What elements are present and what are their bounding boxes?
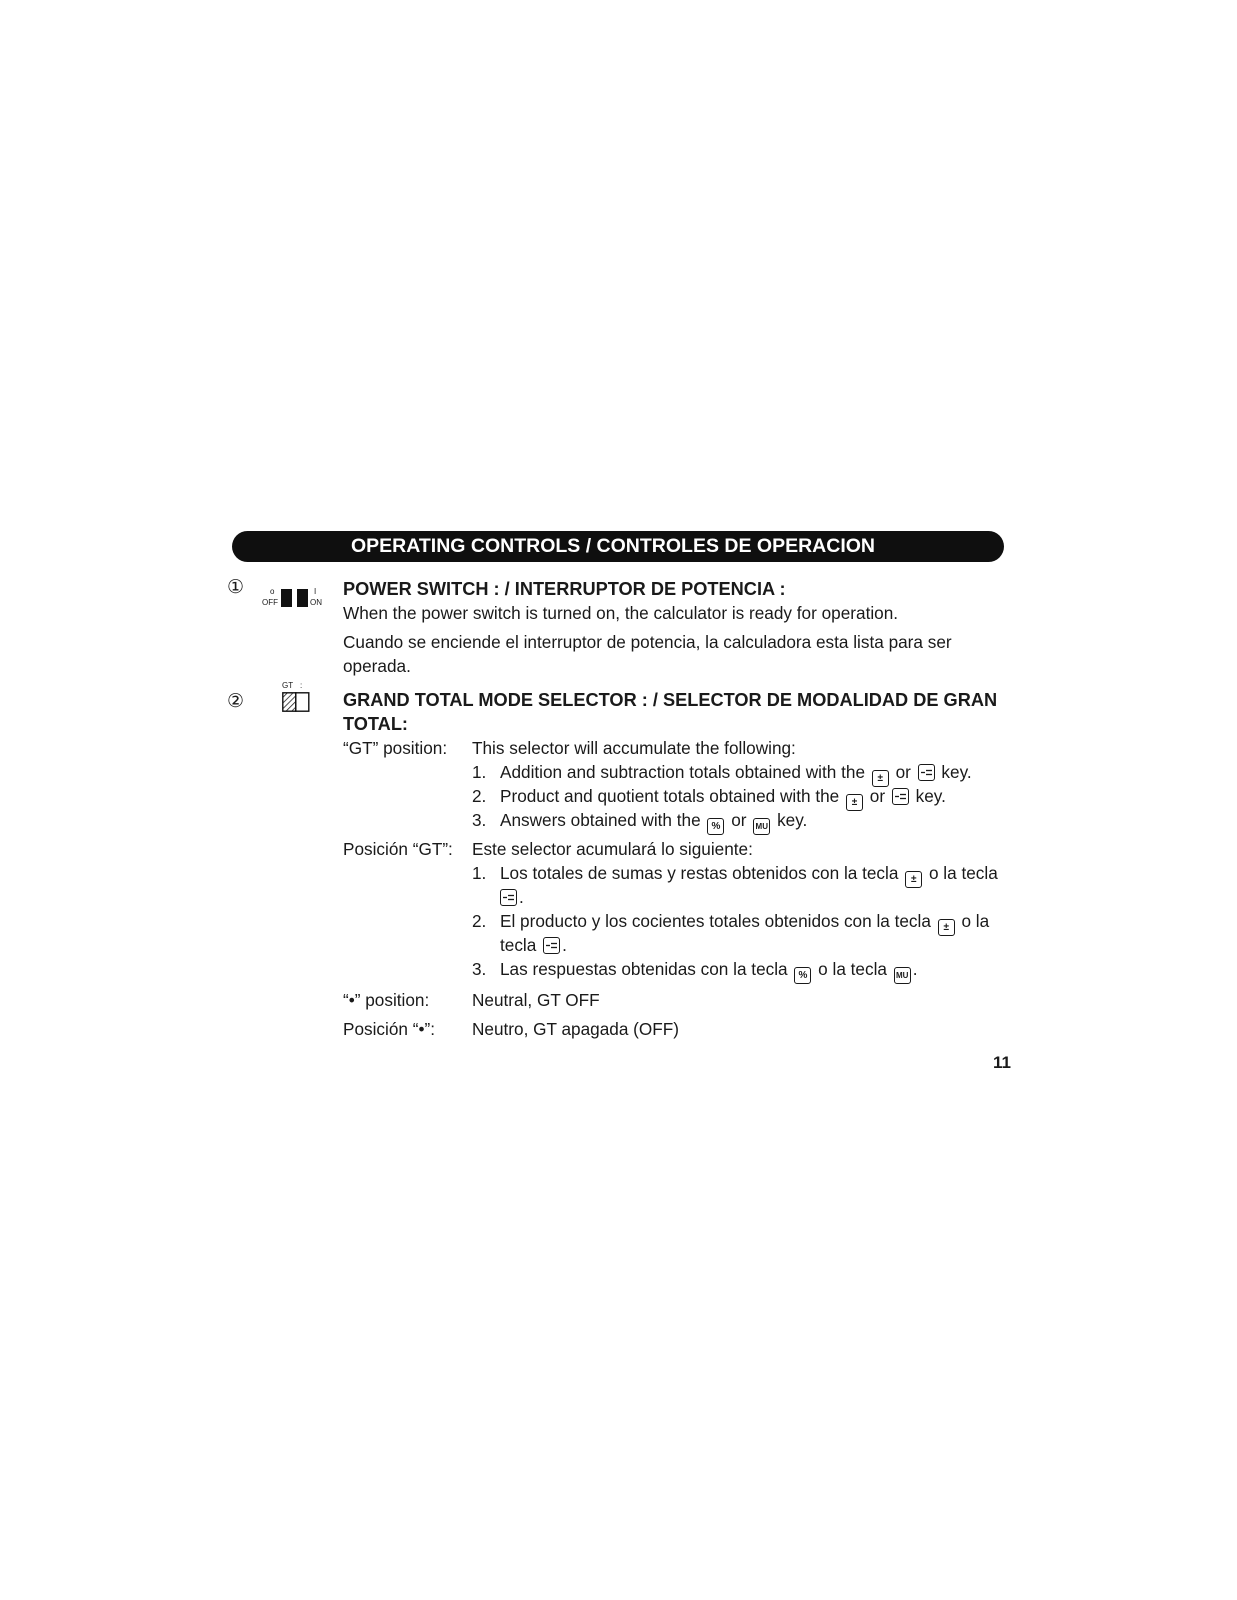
plus-minus-key-icon: ± xyxy=(905,871,922,888)
equals-minus-key-icon xyxy=(892,788,909,805)
mu-key-icon: MU xyxy=(894,967,911,984)
equals-minus-key-icon xyxy=(918,764,935,781)
list-item: El producto y los cocientes totales obtenidos con la tecla ± o la xyxy=(500,909,989,936)
power-switch-text-es: Cuando se enciende el interruptor de potencia, la calculadora esta lista para ser xyxy=(343,632,952,652)
list-item: Los totales de sumas y restas obtenidos con la tecla ± o la tecla xyxy=(500,861,998,888)
list-item-cont: . xyxy=(500,885,524,909)
list-item: Las respuestas obtenidas con la tecla % o la tecla MU . xyxy=(500,957,918,984)
mu-key-icon: MU xyxy=(753,818,770,835)
dot-position-value-en: Neutral, GT OFF xyxy=(472,990,600,1010)
gt-position-intro-en: This selector will accumulate the following: xyxy=(472,738,796,758)
item-marker-2: ② xyxy=(227,691,245,712)
dot-position-value-es: Neutro, GT apagada (OFF) xyxy=(472,1019,679,1039)
item-marker-1: ① xyxy=(227,577,245,598)
dot-position-label-en: “•” position: xyxy=(343,990,430,1010)
plus-minus-key-icon: ± xyxy=(938,919,955,936)
power-switch-icon: o OFF I ON xyxy=(262,587,322,607)
equals-minus-key-icon xyxy=(500,889,517,906)
gt-position-label-es: Posición “GT”: xyxy=(343,839,453,859)
list-item-num: 2. xyxy=(472,911,487,931)
power-switch-heading: POWER SWITCH : / INTERRUPTOR DE POTENCIA : xyxy=(343,579,786,599)
page-number: 11 xyxy=(993,1053,1011,1072)
percent-key-icon: % xyxy=(707,818,724,835)
plus-minus-key-icon: ± xyxy=(846,794,863,811)
list-item-num: 2. xyxy=(472,786,487,806)
percent-key-icon: % xyxy=(794,967,811,984)
gt-position-label-en: “GT” position: xyxy=(343,738,448,758)
dot-position-label-es: Posición “•”: xyxy=(343,1019,435,1039)
list-item-cont: tecla . xyxy=(500,935,567,955)
gt-heading-cont: TOTAL: xyxy=(343,714,408,734)
power-switch-text-es-cont: operada. xyxy=(343,656,411,676)
plus-minus-key-icon: ± xyxy=(872,770,889,787)
list-item: Product and quotient totals obtained with the ± or key. xyxy=(500,784,946,811)
equals-minus-key-icon xyxy=(543,937,560,954)
power-switch-text-en: When the power switch is turned on, the calculator is ready for operation. xyxy=(343,603,899,623)
gt-position-intro-es: Este selector acumulará lo siguiente: xyxy=(472,839,753,859)
section-banner: OPERATING CONTROLS / CONTROLES DE OPERACION xyxy=(232,531,1004,562)
list-item: Answers obtained with the % or MU key. xyxy=(500,808,807,835)
list-item-num: 1. xyxy=(472,762,487,782)
gt-selector-icon: GT : xyxy=(282,682,314,716)
list-item: Addition and subtraction totals obtained with the ± or key. xyxy=(500,760,972,787)
list-item-num: 1. xyxy=(472,863,487,883)
gt-heading: GRAND TOTAL MODE SELECTOR : / SELECTOR DE MODALIDAD DE GRAN xyxy=(343,690,998,710)
list-item-num: 3. xyxy=(472,959,487,979)
list-item-num: 3. xyxy=(472,810,487,830)
